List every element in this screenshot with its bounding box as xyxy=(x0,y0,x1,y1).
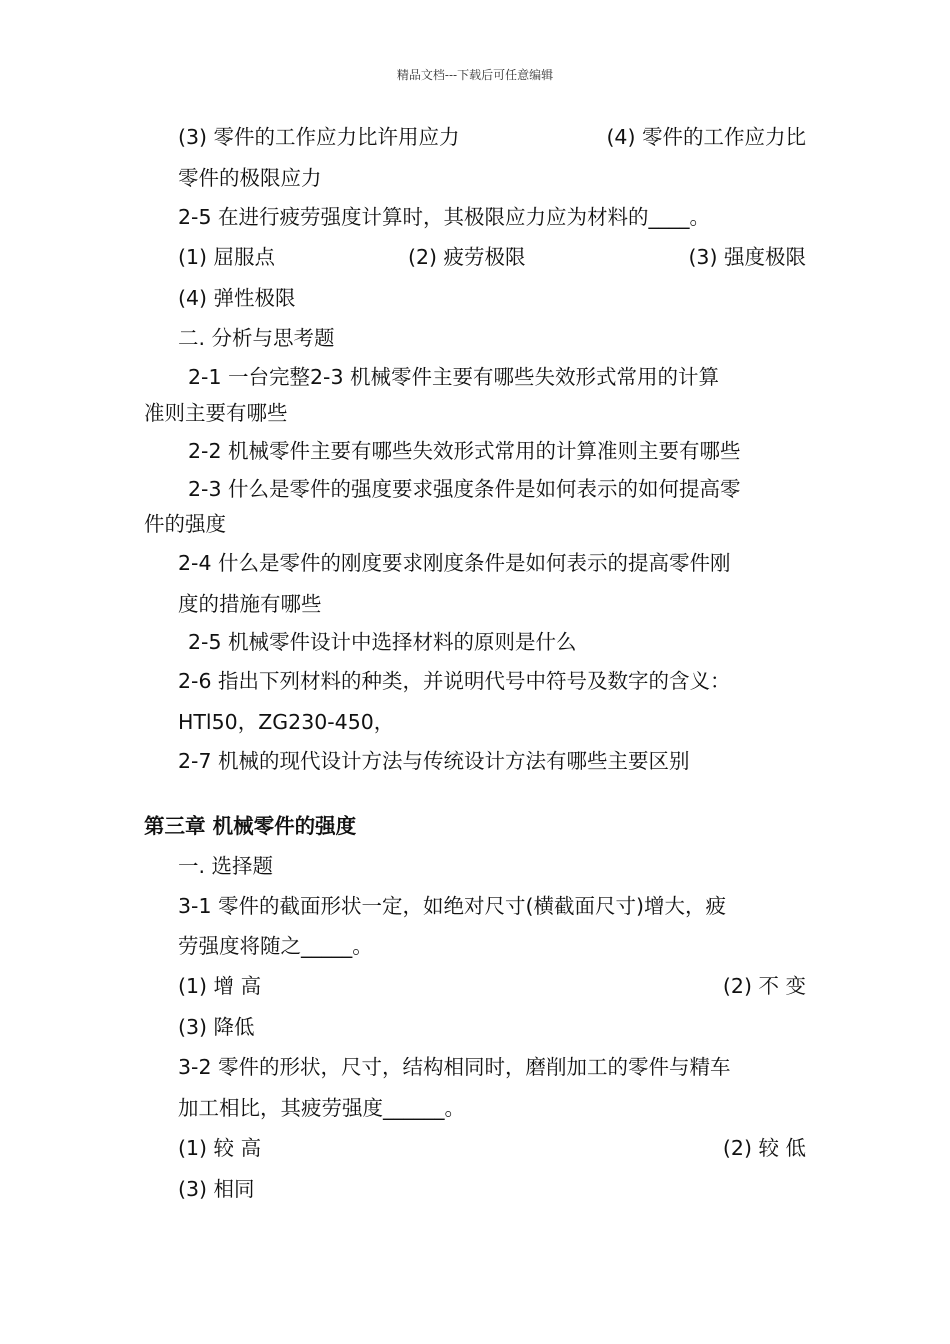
option-4-continued: 零件的极限应力 xyxy=(178,166,322,190)
question-item: 2-2 机械零件主要有哪些失效形式常用的计算准则主要有哪些 xyxy=(188,439,741,463)
section-title: 一. 选择题 xyxy=(178,854,274,878)
option-3: (3) 降低 xyxy=(178,1015,255,1039)
option-1: (1) 增 高 xyxy=(178,974,262,998)
question-3-1-stem: 3-1 零件的截面形状一定，如绝对尺寸(横截面尺寸)增大，疲 xyxy=(178,894,726,918)
chapter-title: 第三章 机械零件的强度 xyxy=(144,814,357,838)
question-item-continued: 度的措施有哪些 xyxy=(178,592,322,616)
document-header: 精品文档---下载后可任意编辑 xyxy=(396,68,554,82)
question-item: 2-3 什么是零件的强度要求强度条件是如何表示的如何提高零 xyxy=(188,477,741,501)
option-4: (4) 弹性极限 xyxy=(178,286,296,310)
option-2: (2) 较 低 xyxy=(722,1136,806,1160)
question-3-1-stem-continued: 劳强度将随之_____。 xyxy=(178,934,373,958)
question-item: 2-4 什么是零件的刚度要求刚度条件是如何表示的提高零件刚 xyxy=(178,551,731,575)
question-item: 2-6 指出下列材料的种类，并说明代号中符号及数字的含义： xyxy=(178,669,731,693)
option-3: (3) 强度极限 xyxy=(688,245,806,269)
question-3-2-stem: 3-2 零件的形状，尺寸，结构相同时，磨削加工的零件与精车 xyxy=(178,1055,731,1079)
option-2: (2) 不 变 xyxy=(722,974,806,998)
option-3: (3) 相同 xyxy=(178,1177,255,1201)
question-3-2-stem-continued: 加工相比，其疲劳强度______。 xyxy=(178,1096,465,1120)
question-item-continued: 件的强度 xyxy=(144,512,226,536)
option-2: (2) 疲劳极限 xyxy=(408,245,526,269)
section-title: 二. 分析与思考题 xyxy=(178,326,335,350)
option-1: (1) 较 高 xyxy=(178,1136,262,1160)
question-item-continued: 准则主要有哪些 xyxy=(144,401,288,425)
option-1: (1) 屈服点 xyxy=(178,245,276,269)
option-3: (3) 零件的工作应力比许用应力 xyxy=(178,125,460,149)
question-item-continued: HTl50，ZG230-450， xyxy=(178,710,395,734)
question-item: 2-7 机械的现代设计方法与传统设计方法有哪些主要区别 xyxy=(178,749,690,773)
question-2-5-stem: 2-5 在进行疲劳强度计算时，其极限应力应为材料的____。 xyxy=(178,205,710,229)
question-item: 2-1 一台完整2-3 机械零件主要有哪些失效形式常用的计算 xyxy=(188,365,719,389)
question-item: 2-5 机械零件设计中选择材料的原则是什么 xyxy=(188,630,577,654)
option-4: (4) 零件的工作应力比 xyxy=(606,125,806,149)
